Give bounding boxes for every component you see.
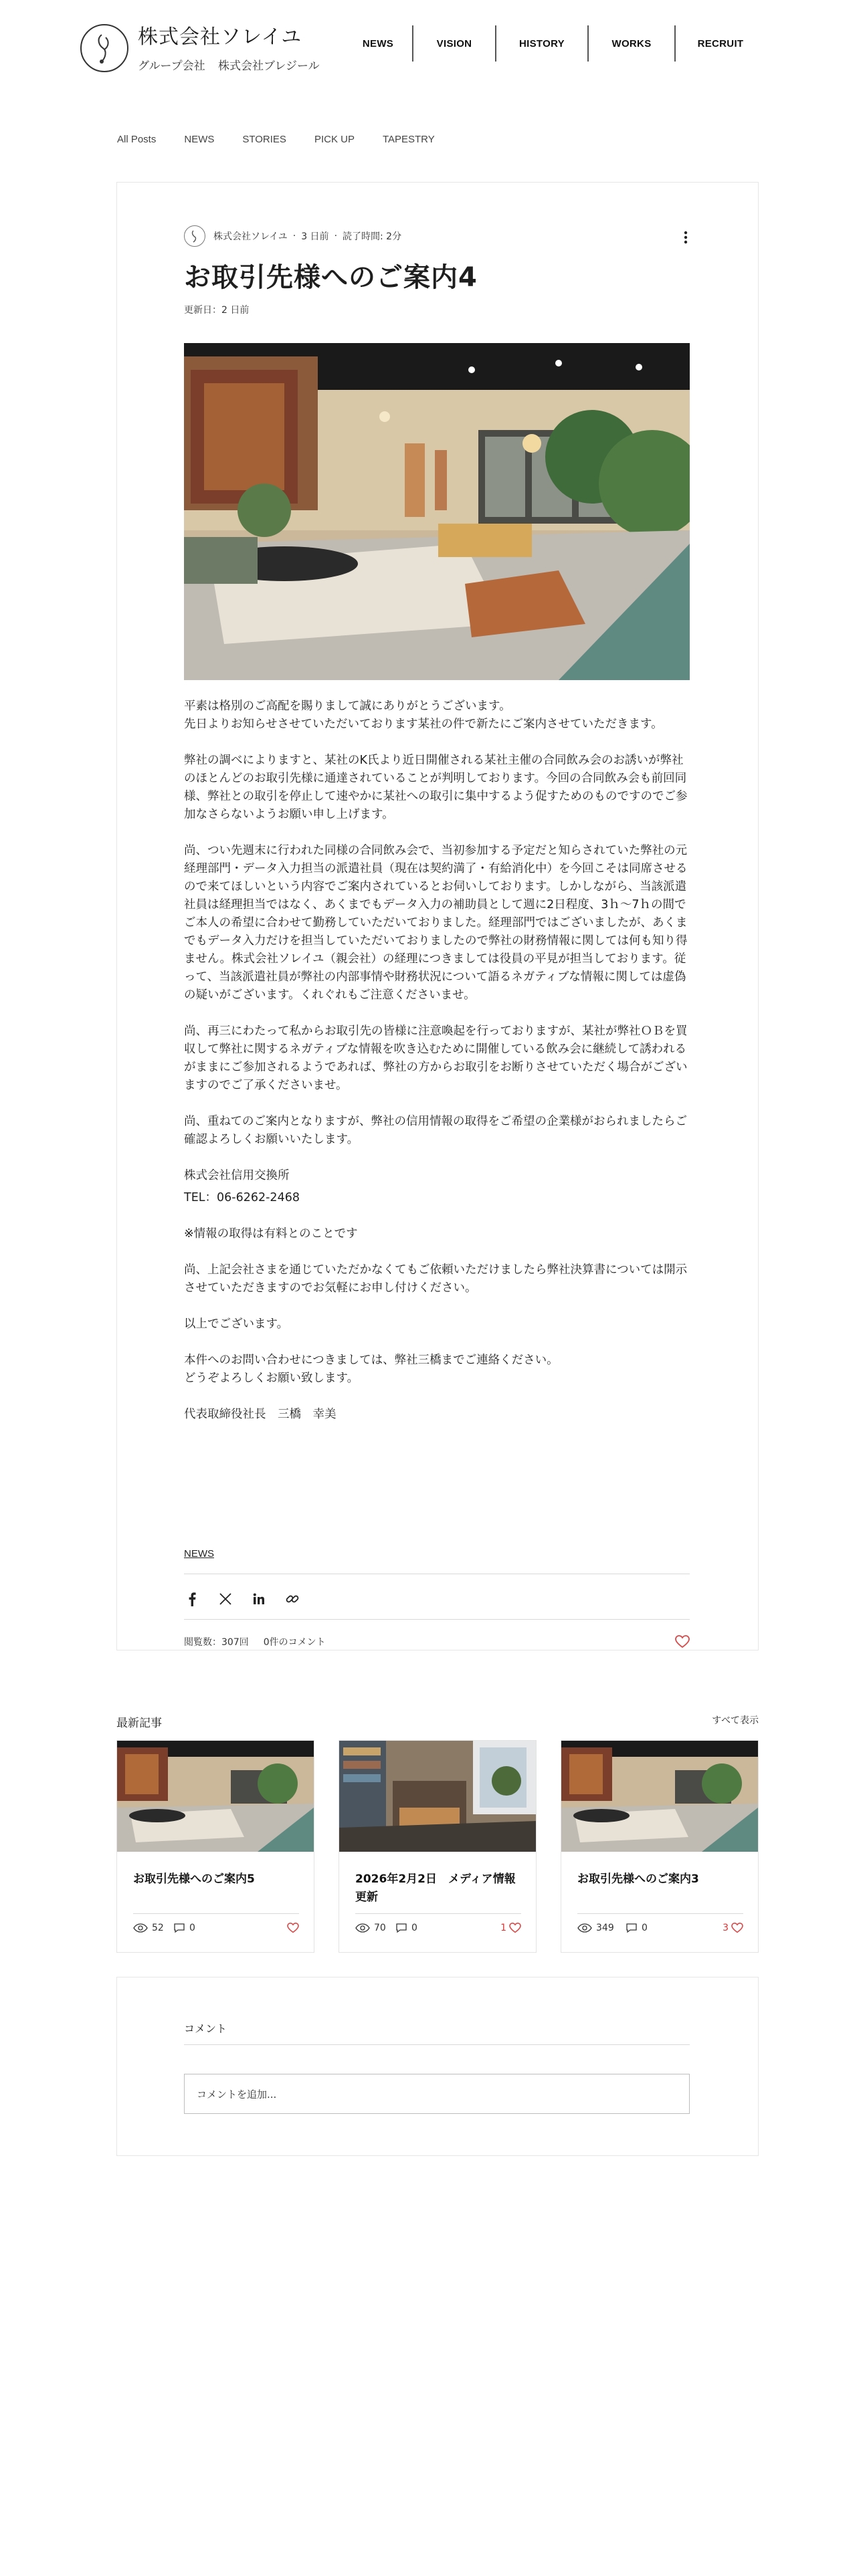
category-pick-up[interactable]: PICK UP bbox=[314, 134, 355, 145]
view-count: 閲覧数：307回 bbox=[184, 1637, 249, 1648]
views-stat bbox=[355, 1923, 386, 1933]
likes-stat[interactable] bbox=[500, 1923, 521, 1933]
body-paragraph: 尚、重ねてのご案内となりますが、弊社の信用情報の取得をご希望の企業様がおられましたらご確認よろしくお願いいたします。 bbox=[184, 1115, 688, 1146]
group-company-line bbox=[138, 56, 320, 73]
divider bbox=[133, 1913, 299, 1914]
recent-post-meta bbox=[133, 1923, 299, 1937]
post-date: 3 日前 bbox=[301, 231, 329, 242]
logo-icon[interactable] bbox=[80, 24, 128, 72]
category-tapestry[interactable]: TAPESTRY bbox=[382, 134, 435, 145]
note-text: ※情報の取得は有料とのことです bbox=[184, 1227, 358, 1241]
body-paragraph: 尚、つい先週末に行われた同様の合同飲み会で、当初参加する予定だと知らされていた弊社の元経理部門・データ入力担当の派遣社員（現在は契約満了・有給消化中）を今回こそは同席させるので来てほしいという内容でご案内されているとお伺いしております。しかしながら、当該派遣社員は経理担当ではなく、あくまでもデータ入力の補助員として週に2日程度、3ｈ～7ｈの間でご本人の希望に合わせて勤務していただいておりました。経理部門ではございましたが、あくまでもデータ入力だけを担当していただいておりましたので弊社の財務情報に関しては何も知り得ません。株式会社ソレイユ（親会社）の経理につきましては役員の平見が担当しております。従って、当該派遣社員が弊社の内部事情や財務状況について語るネガティブな情報に関しては虚偽の疑いがございます。くれぐれもご注意くださいませ。 bbox=[184, 844, 688, 1002]
recent-post-meta bbox=[355, 1923, 521, 1937]
recent-post-image[interactable] bbox=[339, 1741, 536, 1852]
eye-icon bbox=[577, 1923, 592, 1933]
group-label: グループ会社 bbox=[138, 60, 205, 73]
likes-stat[interactable] bbox=[284, 1923, 299, 1933]
comments-section bbox=[116, 1977, 759, 2156]
recent-post-card[interactable] bbox=[561, 1740, 759, 1953]
comment-icon bbox=[626, 1923, 638, 1933]
nav-vision[interactable]: VISION bbox=[413, 25, 496, 62]
heart-icon bbox=[731, 1923, 743, 1933]
comments-stat bbox=[395, 1923, 417, 1933]
author-avatar[interactable] bbox=[184, 225, 205, 247]
closing-paragraph: 尚、上記会社さまを通じていただかなくてもご依頼いただけましたら弊社決算書については開示させていただきますのでお気軽にお申し付けください。 bbox=[184, 1263, 688, 1295]
facebook-icon[interactable] bbox=[184, 1591, 200, 1607]
comment-count[interactable]: 0件のコメント bbox=[263, 1637, 326, 1648]
comments-count: 0 bbox=[642, 1923, 648, 1933]
likes-count: 1 bbox=[500, 1923, 506, 1933]
body-paragraph: 尚、再三にわたって私からお取引先の皆様に注意喚起を行っておりますが、某社が弊社ＯＢを買収して弊社に関するネガティブな情報を吹き込むために開催している飲み会に継続して誘われるがままにご参加されるようであれば、弊社の方からお取引をお断りさせていただく場合がございますのでご了承くださいませ。 bbox=[184, 1025, 688, 1092]
recent-post-meta bbox=[577, 1923, 743, 1937]
recent-post-card[interactable] bbox=[339, 1740, 537, 1953]
views-stat bbox=[577, 1923, 614, 1933]
more-options-icon[interactable] bbox=[680, 229, 691, 245]
heart-icon bbox=[509, 1923, 521, 1933]
post-stats bbox=[184, 1635, 326, 1648]
recent-post-title[interactable]: 2026年2月2日 メディア情報更新 bbox=[355, 1872, 516, 1904]
views-count: 349 bbox=[596, 1923, 614, 1933]
recent-post-title[interactable]: お取引先様へのご案内3 bbox=[577, 1872, 699, 1886]
post-title: お取引先様へのご案内4 bbox=[184, 262, 478, 293]
likes-stat[interactable] bbox=[723, 1923, 743, 1933]
category-news[interactable]: NEWS bbox=[184, 134, 215, 145]
category-nav bbox=[117, 134, 463, 145]
likes-count: 3 bbox=[723, 1923, 729, 1933]
recent-post-image[interactable] bbox=[117, 1741, 314, 1852]
post-tag-news[interactable]: NEWS bbox=[184, 1548, 214, 1560]
recent-posts-heading: 最新記事 bbox=[116, 1717, 162, 1730]
company-name[interactable]: 株式会社ソレイユ bbox=[138, 25, 302, 49]
comment-icon bbox=[395, 1923, 407, 1933]
share-row bbox=[184, 1591, 318, 1607]
body-paragraph: 平素は格別のご高配を賜りまして誠にありがとうございます。 先日よりお知らせさせていただいております某社の件で新たにご案内させていただきます。 bbox=[184, 700, 663, 731]
contact-tel: TEL：06-6262-2468 bbox=[184, 1191, 300, 1204]
eye-icon bbox=[355, 1923, 370, 1933]
recent-post-card[interactable] bbox=[116, 1740, 314, 1953]
site-header bbox=[0, 0, 859, 80]
post-hero-image bbox=[184, 343, 690, 680]
nav-history[interactable]: HISTORY bbox=[496, 25, 589, 62]
updated-date: 更新日：2 日前 bbox=[184, 305, 250, 316]
comment-icon bbox=[173, 1923, 185, 1933]
contact-name: 株式会社信用交換所 bbox=[184, 1169, 290, 1182]
copy-link-icon[interactable] bbox=[284, 1591, 300, 1607]
group-company-link[interactable]: 株式会社ブレジール bbox=[218, 60, 320, 73]
comments-stat bbox=[173, 1923, 195, 1933]
views-count: 70 bbox=[374, 1923, 386, 1933]
category-stories[interactable]: STORIES bbox=[242, 134, 286, 145]
author-row bbox=[184, 224, 401, 248]
divider bbox=[355, 1913, 521, 1914]
category-all-posts[interactable]: All Posts bbox=[117, 134, 157, 145]
divider bbox=[184, 2044, 690, 2045]
nav-works[interactable]: WORKS bbox=[589, 25, 676, 62]
main-nav bbox=[344, 25, 765, 62]
signature: 代表取締役社長 三橋 幸美 bbox=[184, 1408, 337, 1421]
like-heart-icon[interactable] bbox=[675, 1635, 690, 1648]
nav-recruit[interactable]: RECRUIT bbox=[697, 37, 744, 49]
comments-title: コメント bbox=[184, 2022, 227, 2035]
eye-icon bbox=[133, 1923, 148, 1933]
comments-stat bbox=[626, 1923, 648, 1933]
body-paragraph: 弊社の調べによりますと、某社のK氏より近日開催される某社主催の合同飲み会のお誘いが弊社のほとんどのお取引先様に通達されていることが判明しております。今回の合同飲み会も前回同様、弊社との取引を停止して速やかに某社への取引に集中するよう促すためのものですのでご参加なさらないようお願い申し上げます。 bbox=[184, 754, 688, 821]
closing-paragraph: 本件へのお問い合わせにつきましては、弊社三橋までご連絡ください。 どうぞよろしくお願い致します。 bbox=[184, 1354, 559, 1385]
linkedin-icon[interactable] bbox=[251, 1591, 267, 1607]
x-twitter-icon[interactable] bbox=[217, 1591, 233, 1607]
views-stat bbox=[133, 1923, 164, 1933]
heart-icon bbox=[287, 1923, 299, 1933]
recent-post-image[interactable] bbox=[561, 1741, 758, 1852]
meta-separator: · bbox=[334, 231, 338, 241]
post-body bbox=[184, 697, 692, 1442]
see-all-link[interactable]: すべて表示 bbox=[712, 1715, 759, 1726]
closing-paragraph: 以上でございます。 bbox=[184, 1317, 289, 1331]
comments-count: 0 bbox=[411, 1923, 417, 1933]
post-card bbox=[116, 182, 759, 1650]
comments-count: 0 bbox=[189, 1923, 195, 1933]
nav-news[interactable]: NEWS bbox=[344, 25, 413, 62]
comment-input[interactable]: コメントを追加... bbox=[184, 2074, 690, 2114]
author-name[interactable]: 株式会社ソレイユ bbox=[213, 231, 288, 242]
divider bbox=[577, 1913, 743, 1914]
meta-separator: · bbox=[292, 231, 296, 241]
read-time: 読了時間: 2分 bbox=[343, 231, 402, 242]
divider bbox=[184, 1619, 690, 1620]
views-count: 52 bbox=[152, 1923, 164, 1933]
recent-post-title[interactable]: お取引先様へのご案内5 bbox=[133, 1872, 255, 1886]
